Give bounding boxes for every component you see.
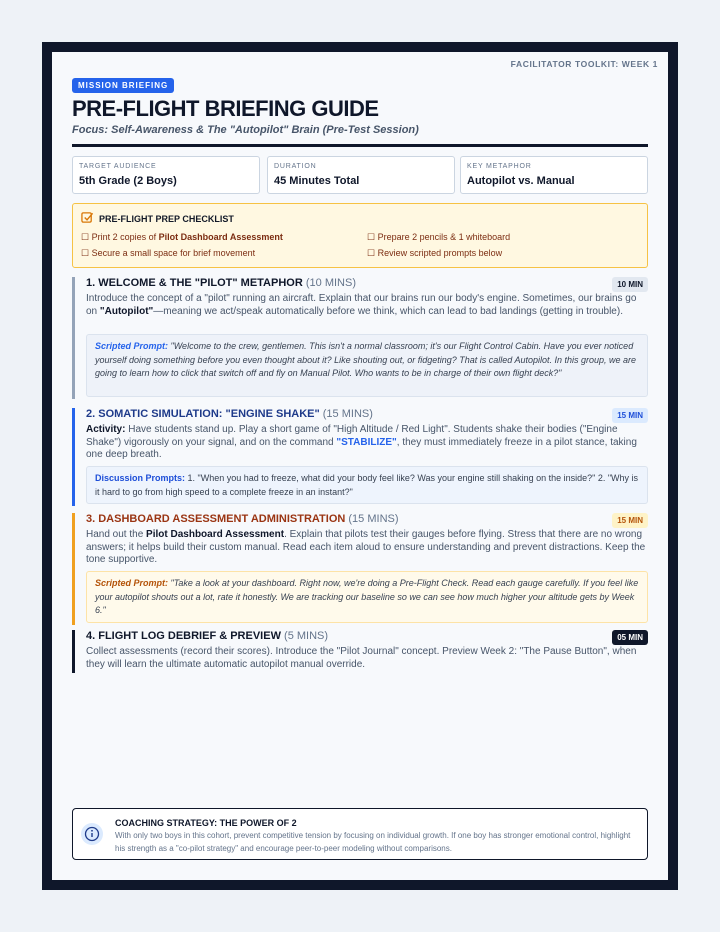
checklist-item-text: Prepare 2 pencils & 1 whiteboard (377, 232, 511, 242)
section-body (86, 293, 648, 318)
time-badge: 15 MIN (612, 408, 648, 423)
section-accent-bar (72, 277, 75, 399)
info-value: 5th Grade (2 Boys) (79, 175, 177, 187)
section-accent-bar (72, 408, 75, 506)
body-label: Activity: (86, 424, 126, 435)
time-badge: 05 MIN (612, 630, 648, 645)
body-text: . Explain that pilots test their gauges before flying. Stress that there are no wrong answers; it helps build their custom manual. Read each item aloud to ensure understanding and prevent distractions. Keep the tone supportive. (86, 529, 646, 565)
prep-checklist (72, 203, 648, 268)
info-label: DURATION (274, 163, 317, 170)
scripted-prompt (86, 571, 648, 623)
body-text: Introduce the concept of a "pilot" running an aircraft. Explain that our brains run our body's engine. Sometimes, our brains go on (86, 293, 637, 317)
info-value: 45 Minutes Total (274, 175, 360, 187)
toolkit-label: FACILITATOR TOOLKIT: WEEK 1 (510, 59, 658, 69)
body-text: , they must immediately freeze in a pilot stance, taking one deep breath. (86, 436, 637, 460)
section-title: 3. DASHBOARD ASSESSMENT ADMINISTRATION (86, 513, 346, 525)
section-duration: (10 MINS) (305, 277, 356, 289)
body-text: —meaning we act/speak automatically before we think, which can lead to bad landings (getting in trouble). (153, 305, 623, 317)
info-key-metaphor (460, 156, 648, 194)
coaching-strategy-callout (72, 808, 648, 860)
title-divider (72, 144, 648, 147)
checklist-item[interactable] (81, 248, 255, 259)
section-title: 2. SOMATIC SIMULATION: "ENGINE SHAKE" (86, 408, 320, 420)
body-emphasis: Pilot Dashboard Assessment (146, 529, 285, 540)
time-badge: 10 MIN (612, 277, 648, 292)
prompt-label: Discussion Prompts: (95, 473, 186, 483)
section-heading (86, 277, 356, 289)
coaching-title: COACHING STRATEGY: THE POWER OF 2 (115, 818, 297, 828)
section-duration: (15 MINS) (348, 513, 399, 525)
section-body (86, 529, 648, 567)
coaching-text: With only two boys in this cohort, prevent competitive tension by focusing on individual growth. If one boy has stronger emotional control, highlight his strength as a "co-pilot strategy" and encourage peer-to-peer modeling without comparisons. (115, 831, 631, 853)
prompt-text: "Take a look at your dashboard. Right now, we're doing a Pre-Flight Check. Read each gauge carefully. If you feel like your autopilot shouts out a lot, rate it honestly. We are tracking our baseline so we can see how much higher your altitude gets by Week 6." (95, 578, 639, 615)
body-text: Hand out the (86, 529, 147, 540)
checklist-item-text: Secure a small space for brief movement (91, 248, 256, 258)
section-flight-log-debrief (72, 630, 648, 673)
checkbox-icon[interactable]: ☐ (367, 248, 376, 258)
body-emphasis: "STABILIZE" (336, 436, 397, 448)
section-title: 4. FLIGHT LOG DEBRIEF & PREVIEW (86, 630, 281, 642)
page-subtitle: Focus: Self-Awareness & The "Autopilot" Brain (Pre-Test Session) (72, 124, 419, 136)
checkbox-icon[interactable]: ☐ (81, 248, 90, 258)
briefing-page (52, 52, 668, 880)
prompt-text: "Welcome to the crew, gentlemen. This isn't a normal classroom; it's our Flight Control Cabin. Have you ever noticed yourself doing something before you even thought about it? Like shouting out, or fidgeting? That is called Autopilot. In this group, we are going to learn how to click that switch off and fly on Manual Pilot. Who wants to be in charge of their own flight deck?" (95, 341, 637, 378)
section-engine-shake (72, 408, 648, 506)
section-accent-bar (72, 513, 75, 625)
page-title: PRE-FLIGHT BRIEFING GUIDE (72, 96, 379, 121)
info-value: Autopilot vs. Manual (467, 175, 575, 187)
time-badge: 15 MIN (612, 513, 648, 528)
body-text: Have students stand up. Play a short game of "High Altitude / Red Light". Students shake their bodies ("Engine Shake") vigorously on your signal, and on the command (86, 424, 618, 448)
checklist-icon (81, 211, 94, 224)
section-heading (86, 513, 399, 525)
info-icon (81, 823, 103, 845)
checklist-item[interactable] (367, 232, 510, 243)
checklist-item[interactable] (367, 248, 502, 259)
checkbox-icon[interactable]: ☐ (81, 232, 90, 242)
checkbox-icon[interactable]: ☐ (367, 232, 376, 242)
prompt-label: Scripted Prompt: (95, 341, 169, 351)
section-accent-bar (72, 630, 75, 673)
section-duration: (5 MINS) (284, 630, 329, 642)
info-label: KEY METAPHOR (467, 163, 532, 170)
section-dashboard-assessment (72, 513, 648, 625)
mission-badge: MISSION BRIEFING (72, 78, 174, 93)
prompt-text: 1. "When you had to freeze, what did your body feel like? Was your engine still shaking on the inside?" 2. "Why is it hard to go from high speed to a complete freeze in an instant?" (95, 473, 639, 497)
info-target-audience (72, 156, 260, 194)
scripted-prompt (86, 334, 648, 397)
section-heading (86, 408, 373, 420)
body-emphasis: "Autopilot" (99, 305, 154, 317)
info-duration (267, 156, 455, 194)
section-duration: (15 MINS) (322, 408, 373, 420)
section-title: 1. WELCOME & THE "PILOT" METAPHOR (86, 277, 303, 289)
section-welcome (72, 277, 648, 399)
checklist-item[interactable] (81, 232, 283, 243)
section-heading (86, 630, 328, 642)
checklist-title: PRE-FLIGHT PREP CHECKLIST (99, 214, 234, 224)
section-body: Collect assessments (record their scores). Introduce the "Pilot Journal" concept. Preview Week 2: "The Pause Button", when they will learn the ultimate automatic autopilot manual override. (86, 646, 637, 670)
checklist-item-text: Review scripted prompts below (377, 248, 503, 258)
prompt-label: Scripted Prompt: (95, 578, 169, 588)
checklist-item-emphasis: Pilot Dashboard Assessment (158, 232, 283, 242)
info-label: TARGET AUDIENCE (79, 163, 157, 170)
section-body (86, 424, 648, 462)
checklist-item-text: Print 2 copies of (91, 232, 159, 242)
discussion-prompt (86, 466, 648, 504)
